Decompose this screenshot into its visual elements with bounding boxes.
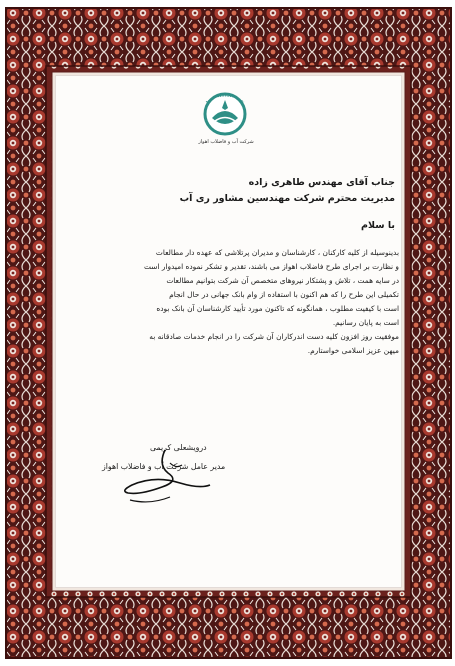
handwritten-signature <box>110 445 220 515</box>
letter-body <box>92 246 399 358</box>
signer-title: مدیر عامل شرکت آب و فاضلاب اهواز <box>102 462 226 471</box>
body-line: است با کیفیت مطلوب ، همانگونه که تاکنون مورد تأیید کارشناسان آن بانک بوده <box>156 304 399 313</box>
body-line: میهن عزیز اسلامی خواستارم. <box>307 346 399 355</box>
body-line: موفقیت روز افزون کلیه دست اندرکاران آن شرکت را در انجام خدمات صادقانه به <box>149 332 399 341</box>
greeting: با سلام <box>361 220 395 231</box>
body-line: در سایه همت ، تلاش و پشتکار نیروهای متخصص آن شرکت بتوانیم مطالعات <box>166 276 399 285</box>
body-line: است به پایان رسانیم. <box>332 318 399 327</box>
body-line: و نظارت بر اجرای طرح فاضلاب اهواز می باشند، تقدیر و تشکر نموده امیدوار است <box>143 262 399 271</box>
company-logo <box>198 88 252 138</box>
signer-name: درویشعلی کریمی <box>150 443 207 452</box>
body-line: تکمیلی این طرح را که هم اکنون با استفاده از وام بانک جهانی در حال انجام <box>169 290 399 299</box>
logo-caption: شرکت آب و فاضلاب اهواز <box>198 139 254 145</box>
addressee-organization: مدیریت محترم شرکت مهندسین مشاور ری آب <box>179 193 395 204</box>
addressee-name: جناب آقای مهندس طاهری زاده <box>248 177 395 188</box>
body-line: بدینوسیله از کلیه کارکنان ، کارشناسان و مدیران پرتلاشی که عهده دار مطالعات <box>155 248 399 257</box>
